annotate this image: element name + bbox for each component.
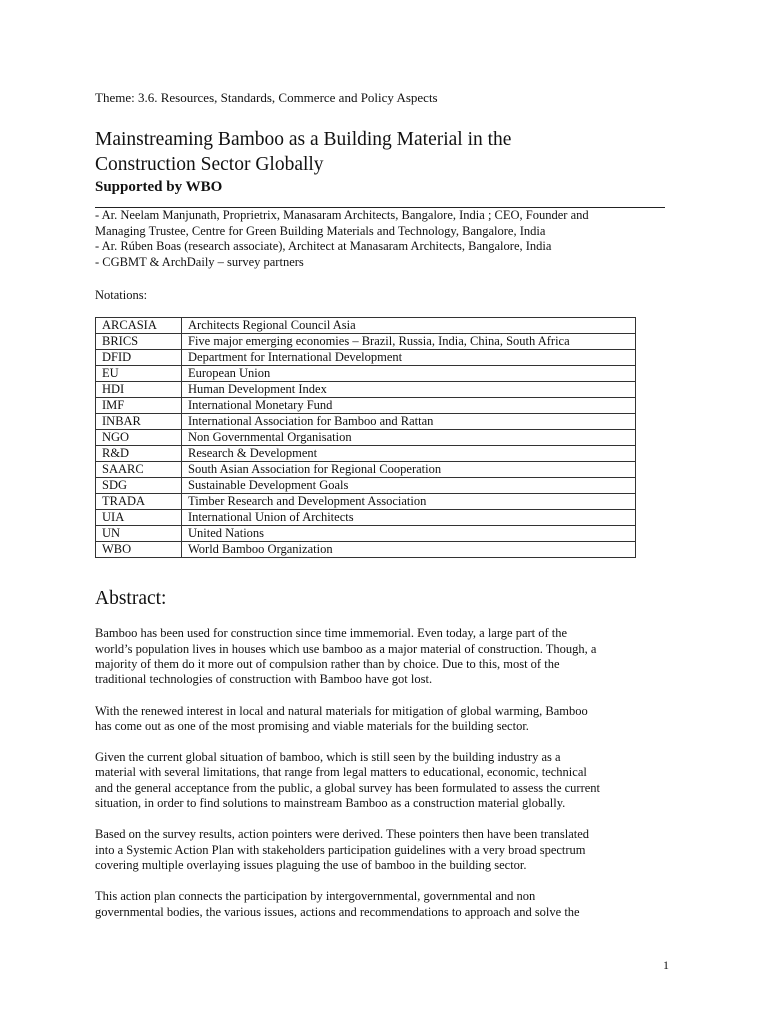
abstract-line: material with several limitations, that range from legal matters to educational, economic, technical <box>95 765 587 780</box>
abstract-paragraph <box>95 704 670 735</box>
page-number: 1 <box>663 958 669 972</box>
notation-row <box>96 494 636 510</box>
title-line-1: Mainstreaming Bamboo as a Building Material in the <box>95 129 512 150</box>
notation-row <box>96 430 636 446</box>
notation-abbreviation: BRICS <box>96 334 182 350</box>
notation-definition: Human Development Index <box>182 382 636 398</box>
notation-abbreviation: IMF <box>96 398 182 414</box>
abstract-line: traditional technologies of construction with Bamboo have got lost. <box>95 672 433 687</box>
abstract-line: situation, in order to find solutions to mainstream Bamboo as a construction material globally. <box>95 796 566 811</box>
abstract-line: world’s population lives in houses which use bamboo as a major material of construction. Though, a <box>95 641 597 656</box>
abstract-line: and the general acceptance from the public, a global survey has been formulated to assess the current <box>95 780 601 795</box>
notation-definition: International Union of Architects <box>182 510 636 526</box>
notation-abbreviation: TRADA <box>96 494 182 510</box>
notation-definition: Department for International Development <box>182 350 636 366</box>
notation-definition: Timber Research and Development Association <box>182 494 636 510</box>
notation-row <box>96 350 636 366</box>
abstract-line: This action plan connects the participation by intergovernmental, governmental and non <box>95 889 536 904</box>
notation-row <box>96 334 636 350</box>
author-line: - Ar. Rúben Boas (research associate), Architect at Manasaram Architects, Bangalore, India <box>95 239 552 254</box>
notation-abbreviation: UIA <box>96 510 182 526</box>
notation-definition: Research & Development <box>182 446 636 462</box>
notation-row <box>96 510 636 526</box>
notation-row <box>96 542 636 558</box>
notations-label: Notations: <box>95 288 148 303</box>
notation-row <box>96 318 636 334</box>
abstract-line: into a Systemic Action Plan with stakeholders participation guidelines with a very broad spectrum <box>95 842 586 857</box>
notation-definition: Sustainable Development Goals <box>182 478 636 494</box>
notation-row <box>96 526 636 542</box>
notation-abbreviation: ARCASIA <box>96 318 182 334</box>
abstract-body <box>95 626 670 919</box>
notation-abbreviation: DFID <box>96 350 182 366</box>
notation-abbreviation: WBO <box>96 542 182 558</box>
abstract-line: With the renewed interest in local and natural materials for mitigation of global warming, Bamboo <box>95 703 588 718</box>
notation-abbreviation: SDG <box>96 478 182 494</box>
abstract-line: majority of them do it more out of compulsion rather than by choice. Due to this, most of the <box>95 656 560 671</box>
notation-row <box>96 478 636 494</box>
abstract-paragraph <box>95 827 670 873</box>
notation-definition: International Association for Bamboo and Rattan <box>182 414 636 430</box>
author-line: - CGBMT & ArchDaily – survey partners <box>95 254 304 269</box>
abstract-line: Based on the survey results, action pointers were derived. These pointers then have been translated <box>95 827 590 842</box>
notation-row <box>96 414 636 430</box>
notation-row <box>96 462 636 478</box>
notation-definition: Five major emerging economies – Brazil, Russia, India, China, South Africa <box>182 334 636 350</box>
abstract-paragraph <box>95 889 670 920</box>
notation-definition: South Asian Association for Regional Cooperation <box>182 462 636 478</box>
notation-definition: Architects Regional Council Asia <box>182 318 636 334</box>
author-line: - Ar. Neelam Manjunath, Proprietrix, Manasaram Architects, Bangalore, India ; CEO, Founder and <box>95 208 589 222</box>
notation-row <box>96 398 636 414</box>
abstract-paragraph <box>95 750 670 811</box>
notation-row <box>96 366 636 382</box>
notation-definition: International Monetary Fund <box>182 398 636 414</box>
notation-abbreviation: UN <box>96 526 182 542</box>
abstract-line: has come out as one of the most promising and viable materials for the building sector. <box>95 718 529 733</box>
document-page <box>95 90 670 936</box>
notation-definition: World Bamboo Organization <box>182 542 636 558</box>
notation-abbreviation: HDI <box>96 382 182 398</box>
abstract-heading: Abstract: <box>95 588 167 610</box>
author-line: Managing Trustee, Centre for Green Building Materials and Technology, Bangalore, India <box>95 223 546 238</box>
author-list <box>95 208 670 270</box>
abstract-line: Bamboo has been used for construction since time immemorial. Even today, a large part of the <box>95 626 568 641</box>
notation-definition: European Union <box>182 366 636 382</box>
theme-line: Theme: 3.6. Resources, Standards, Commerce and Policy Aspects <box>95 90 438 105</box>
title-line-2: Construction Sector Globally <box>95 154 324 175</box>
notation-abbreviation: NGO <box>96 430 182 446</box>
notations-table <box>95 317 636 558</box>
abstract-line: Given the current global situation of bamboo, which is still seen by the building industry as a <box>95 750 561 765</box>
abstract-paragraph <box>95 626 670 687</box>
document-title <box>95 127 670 177</box>
notation-row <box>96 382 636 398</box>
notation-definition: Non Governmental Organisation <box>182 430 636 446</box>
notation-abbreviation: R&D <box>96 446 182 462</box>
notation-abbreviation: INBAR <box>96 414 182 430</box>
notation-definition: United Nations <box>182 526 636 542</box>
notation-row <box>96 446 636 462</box>
document-subtitle: Supported by WBO <box>95 179 223 195</box>
abstract-line: covering multiple overlaying issues plaguing the use of bamboo in the building sector. <box>95 857 527 872</box>
notation-abbreviation: EU <box>96 366 182 382</box>
notation-abbreviation: SAARC <box>96 462 182 478</box>
abstract-line: governmental bodies, the various issues, actions and recommendations to approach and solve the <box>95 904 580 919</box>
